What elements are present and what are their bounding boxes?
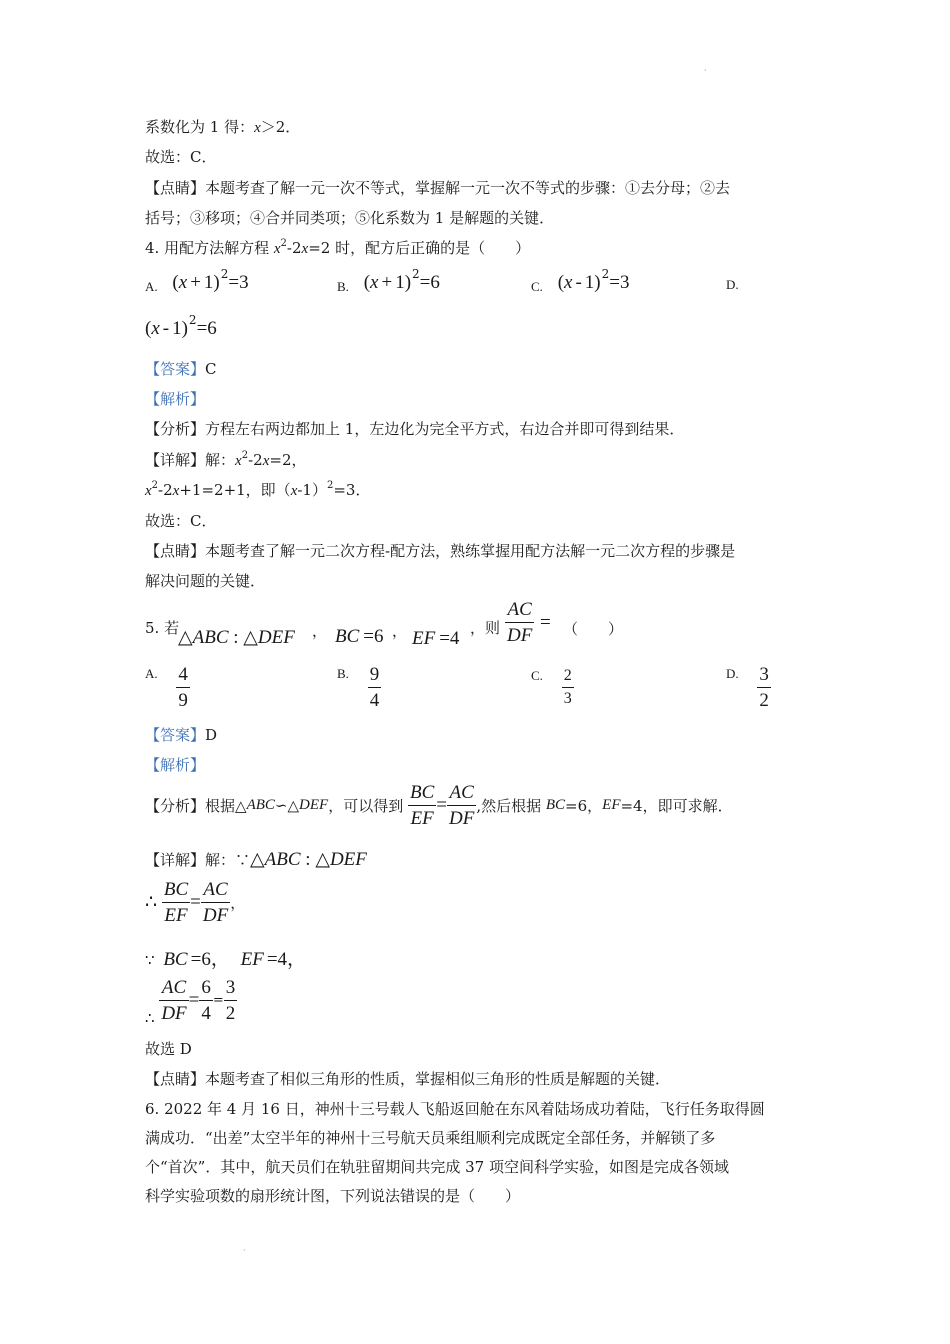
q4-stem: 4. 用配方法解方程 $x^2-2x=2$ 时，配方后正确的是（ ）: [145, 238, 531, 257]
q4-step: $x^2-2x+1=2+1$，即$(x-1)^2=3$．: [145, 480, 371, 499]
q6-line-2: 满成功．“出差”太空半年的神州十三号航天员乘组顺利完成既定全部任务，并解锁了多: [145, 1129, 716, 1147]
q5-stem-fraction: $\frac{AC}{DF}$: [507, 599, 533, 646]
q4-option-c[interactable]: C. (x - 1)$^2$=3: [531, 267, 630, 294]
q4-tip-1: 【点睛】本题考查了解一元二次方程-配方法，熟练掌握用配方法解一元二次方程的步骤是: [145, 542, 736, 560]
q5-analysis-tag: 【解析】: [145, 756, 206, 774]
q5-then: ，则: [470, 619, 501, 637]
q5-stem-sim: △ABC : △DEF: [178, 627, 295, 648]
q4-option-a[interactable]: A. $(x + 1)^2=3$: [145, 267, 249, 294]
q6-line-1: 6. 2022 年 4 月 16 日，神州十三号载人飞船返回舱在东风着陆场成功着陆，飞行任务取得圆: [145, 1100, 765, 1118]
q5-tip: 【点睛】本题考查了相似三角形的性质，掌握相似三角形的性质是解题的关键．: [145, 1070, 671, 1088]
q5-eq: =: [540, 612, 551, 633]
q5-choose: 故选 D: [145, 1040, 192, 1058]
q5-option-c[interactable]: C. $\frac{2}{3}$: [531, 667, 572, 707]
q5-step-1: ∴ $\frac{BC}{EF}$ = $\frac{AC}{DF}$ ，: [145, 879, 246, 926]
q3-line1: 系数化为 1 得：x＞2．: [145, 118, 301, 136]
q5-option-b[interactable]: B. $\frac{9}{4}$: [337, 664, 380, 711]
q4-option-b[interactable]: B. $(x + 1)^2=6$: [337, 267, 440, 294]
q6-line-4: 科学实验项数的扇形统计图，下列说法错误的是（ ）: [145, 1187, 521, 1205]
q5-paren: （ ）: [563, 620, 624, 638]
q5-option-d[interactable]: D. $\frac{3}{2}$: [726, 664, 769, 711]
q5-comma-2: ，: [392, 622, 408, 640]
q4-option-d-letter[interactable]: D.: [726, 277, 739, 292]
q4-answer: 【答案】C: [145, 360, 217, 378]
q5-step-2: ∵ BC =6， EF =4，: [145, 949, 307, 970]
q5-stem-label: 5. 若: [145, 619, 180, 637]
q5-stem-bc: BC =6: [335, 626, 384, 647]
q4-detail: 【详解】解：$x^2-2x=2$，: [145, 450, 307, 469]
q5-stem-ef: EF =4: [412, 628, 460, 649]
q3-tip-2: 括号；③移项；④合并同类项；⑤化系数为 1 是解题的关键．: [145, 209, 555, 227]
q5-answer: 【答案】D: [145, 726, 218, 744]
q4-choose: 故选：C．: [145, 512, 217, 530]
bottom-mark: ·: [243, 1246, 246, 1255]
q4-tip-2: 解决问题的关键．: [145, 572, 266, 590]
q5-option-a[interactable]: A. $\frac{4}{9}$: [145, 664, 188, 711]
q4-analysis-tag: 【解析】: [145, 390, 206, 408]
q5-step-3: ∴ $\frac{AC}{DF}$ = $\frac{6}{4}$ = $\frac{3}{2}$: [145, 977, 236, 1027]
q5-comma-1: ，: [312, 622, 328, 640]
top-mark: ·: [704, 66, 707, 75]
q3-choose: 故选：C．: [145, 148, 217, 166]
q5-detail: 【详解】解：∵△ABC : △DEF: [145, 849, 367, 870]
q5-fenxi: 【分析】根据△ABC∽△DEF，可以得到 $\frac{BC}{EF}$ = $\frac{AC}{DF}$ ,然后根据 BC=6，EF=4，即可求解．: [145, 782, 733, 829]
q3-tip-1: 【点睛】本题考查了解一元一次不等式，掌握解一元一次不等式的步骤：①去分母；②去: [145, 179, 731, 197]
q4-fenxi: 【分析】方程左右两边都加上 1，左边化为完全平方式，右边合并即可得到结果．: [145, 420, 685, 438]
q6-line-3: 个“首次”．其中，航天员们在轨驻留期间共完成 37 项空间科学实验，如图是完成各领域: [145, 1158, 729, 1176]
q4-option-d[interactable]: (x - 1)$^2$=6: [145, 313, 217, 339]
